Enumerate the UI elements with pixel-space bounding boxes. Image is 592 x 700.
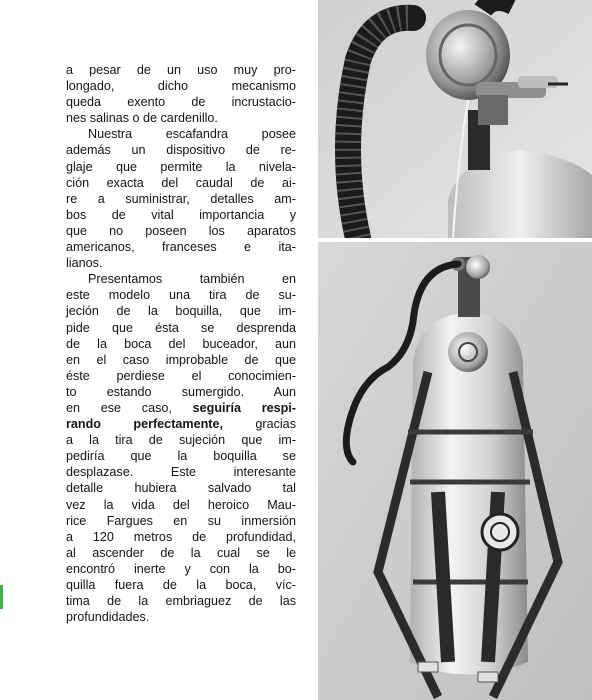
regulator-photo xyxy=(318,0,592,238)
page-edge-mark xyxy=(0,585,3,609)
article-line: a la tira de sujeción que im- xyxy=(66,433,296,448)
article-line: pediría que la boquilla se xyxy=(66,449,296,464)
article-line: en el caso improbable de que xyxy=(66,352,296,367)
article-line: pide que ésta se desprenda xyxy=(66,320,296,335)
article-text: gracias xyxy=(255,417,296,432)
article-line: encontró inerte y con la bo- xyxy=(66,561,296,576)
article-line: glaje que permite la nivela- xyxy=(66,159,296,174)
article-text: en ese caso, xyxy=(66,400,172,415)
article-line: éste perdiese el conocimien- xyxy=(66,368,296,383)
article-line: to estando sumergido. Aun xyxy=(66,384,296,399)
article-line: re a suministrar, detalles am- xyxy=(66,191,296,206)
article-line: bos de vital importancia y xyxy=(66,207,296,222)
article-line: quilla fuera de la boca, víc- xyxy=(66,578,296,592)
article-text-column xyxy=(66,62,296,625)
article-line: jeción de la boquilla, que im- xyxy=(66,304,296,319)
article-line: profundidades. xyxy=(66,610,150,625)
article-line: nes salinas o de cardenillo. xyxy=(66,111,218,126)
article-line: que no poseen los aparatos xyxy=(66,223,296,238)
article-line: rice Fargues en su inmersión xyxy=(66,513,296,528)
article-line: Nuestra escafandra posee xyxy=(88,127,296,142)
article-line: a 120 metros de profundidad, xyxy=(66,529,296,544)
regulator-photo-image xyxy=(318,0,592,238)
tank-photo xyxy=(318,242,592,700)
article-bold-text: seguiría respi- xyxy=(192,400,296,415)
article-line: además un dispositivo de re- xyxy=(66,143,296,158)
article-line: desplazase. Este interesante xyxy=(66,465,296,480)
article-line: Presentamos también en xyxy=(88,272,296,287)
article-bold-text: rando perfectamente, xyxy=(66,417,223,432)
article-line: este modelo una tira de su- xyxy=(66,288,296,303)
article-line: ción exacta del caudal de ai- xyxy=(66,175,296,190)
article-line: al ascender de la cual se le xyxy=(66,545,296,560)
article-line: americanos, franceses e ita- xyxy=(66,240,296,255)
article-line: longado, dicho mecanismo xyxy=(66,79,296,94)
article-line xyxy=(66,400,296,416)
tank-photo-image xyxy=(318,242,592,700)
article-line: de la boca del buceador, aun xyxy=(66,336,296,351)
article-line: queda exento de incrustacio- xyxy=(66,95,296,110)
article-line: detalle hubiera salvado tal xyxy=(66,481,296,496)
article-line: tima de la embriaguez de las xyxy=(66,594,296,609)
article-line: vez la vida del heroico Mau- xyxy=(66,497,296,512)
article-line xyxy=(66,416,296,432)
article-line: a pesar de un uso muy pro- xyxy=(66,63,296,77)
article-line: lianos. xyxy=(66,256,103,271)
